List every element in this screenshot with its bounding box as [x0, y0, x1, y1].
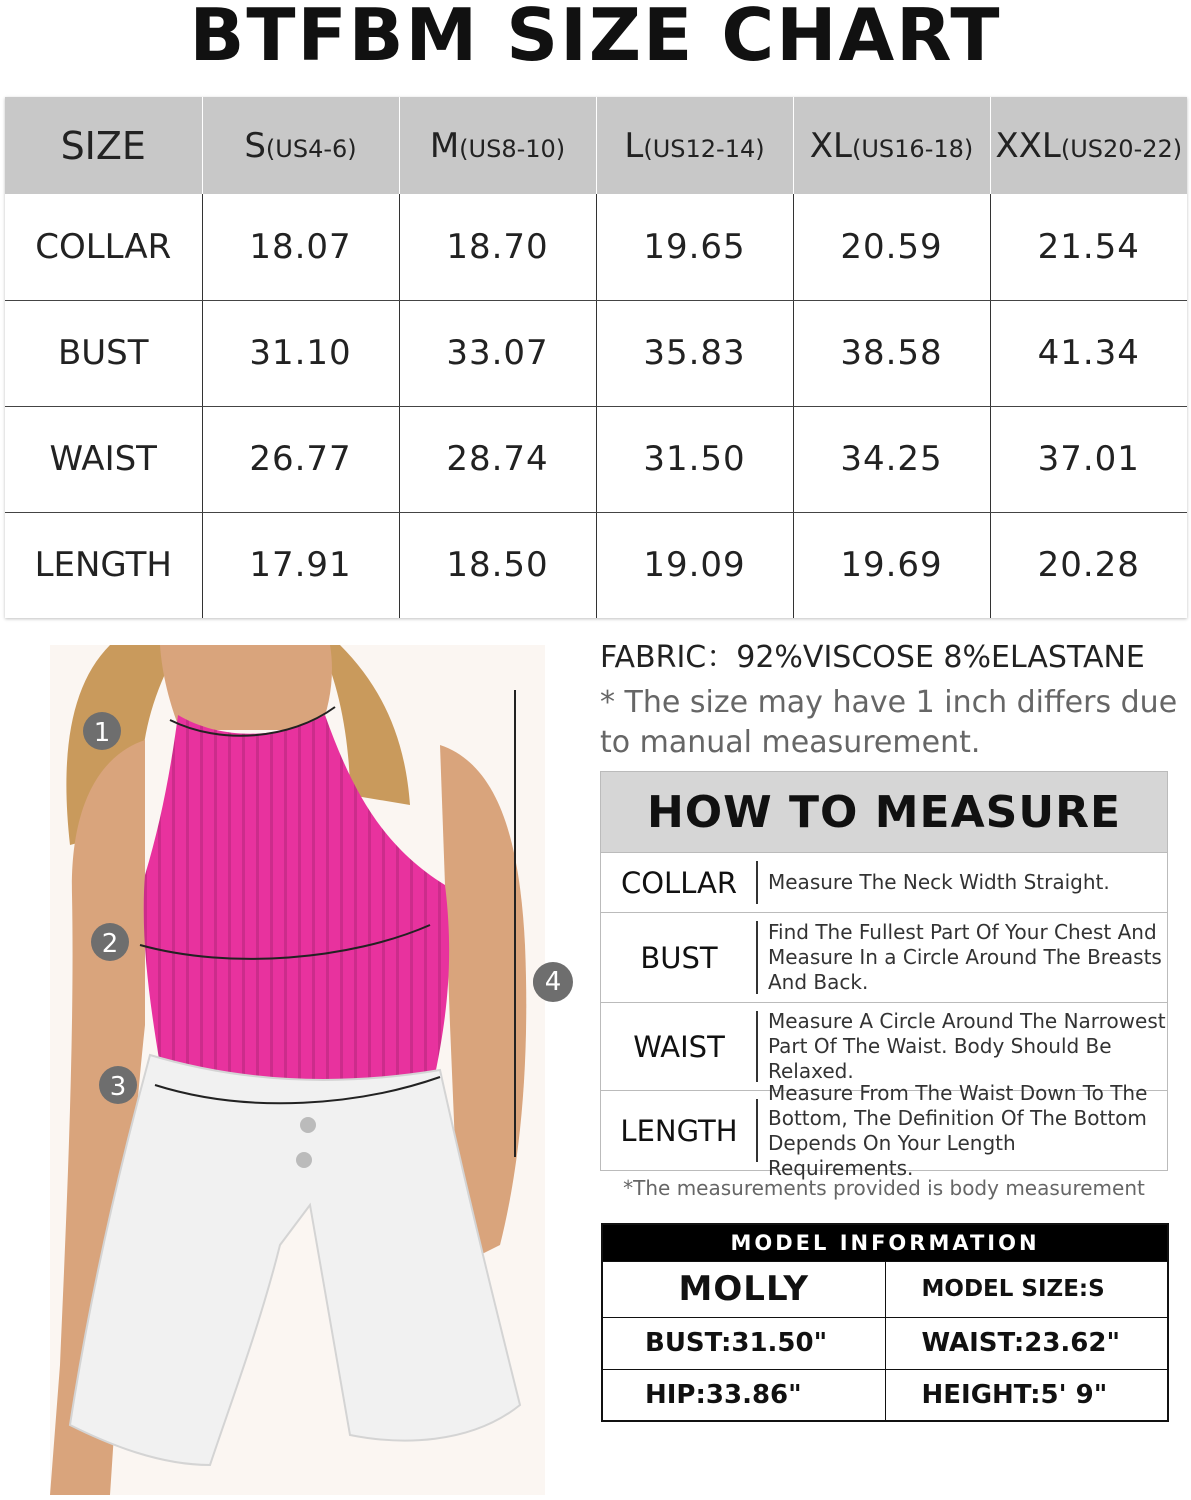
divider: [756, 1099, 758, 1162]
measure-label: LENGTH: [620, 1113, 738, 1148]
table-cell: 18.50: [399, 512, 596, 618]
button-icon: [296, 1152, 312, 1168]
size-note: * The size may have 1 inch differs due to manual measurement.: [600, 685, 1178, 760]
marker-2: [91, 923, 129, 961]
button-icon: [300, 1117, 316, 1133]
size-header-xl: XL(US16-18): [793, 97, 990, 194]
marker-3: [99, 1066, 137, 1104]
divider: [756, 861, 758, 904]
model-illustration: [50, 645, 545, 1495]
table-cell: 37.01: [990, 406, 1187, 512]
model-info-table: [601, 1223, 1169, 1422]
table-row: [5, 406, 1187, 512]
body-measurement-note: *The measurements provided is body measurement: [623, 1176, 1145, 1200]
model-hip: HIP:33.86": [602, 1369, 885, 1421]
row-label-length: LENGTH: [34, 545, 172, 586]
fabric-info: FABRIC：92%VISCOSE 8%ELASTANE: [600, 640, 1145, 675]
marker-1: [83, 712, 121, 750]
table-cell: 18.70: [399, 194, 596, 300]
row-label-bust: BUST: [5, 300, 202, 406]
model-info-title: MODEL INFORMATION: [602, 1224, 1168, 1261]
measure-row-collar: [601, 852, 1167, 912]
table-cell: 31.50: [596, 406, 793, 512]
divider: [756, 1011, 758, 1082]
model-photo: [50, 645, 545, 1495]
divider: [756, 921, 758, 994]
size-header-l: L(US12-14): [596, 97, 793, 194]
table-cell: 21.54: [990, 194, 1187, 300]
table-cell: 28.74: [399, 406, 596, 512]
model-bust: BUST:31.50": [602, 1317, 885, 1369]
table-cell: 19.09: [596, 512, 793, 618]
model-height: HEIGHT:5' 9": [885, 1369, 1168, 1421]
table-cell: 26.77: [202, 406, 399, 512]
size-header-xxl: XXL(US20-22): [990, 97, 1187, 194]
how-to-measure-table: [600, 771, 1168, 1180]
page-title: BTFBM SIZE CHART: [189, 0, 1002, 77]
svg-text:3: 3: [109, 1072, 127, 1102]
size-header-m: M(US8-10): [399, 97, 596, 194]
shorts: [70, 1055, 520, 1465]
table-cell: 19.65: [596, 194, 793, 300]
svg-text:2: 2: [101, 929, 119, 959]
table-cell: 35.83: [596, 300, 793, 406]
table-cell: 20.28: [990, 512, 1187, 618]
measure-desc: Find The Fullest Part Of Your Chest And Measure In a Circle Around The Breasts And Back.: [768, 920, 1162, 994]
size-header-row: [5, 97, 1187, 194]
table-cell: 34.25: [793, 406, 990, 512]
model-size: MODEL SIZE:S: [885, 1261, 1168, 1317]
table-cell: 20.59: [793, 194, 990, 300]
row-label-collar: COLLAR: [5, 194, 202, 300]
measure-label: WAIST: [633, 1029, 725, 1064]
model-name: MOLLY: [602, 1261, 885, 1317]
size-header-corner: SIZE: [5, 97, 202, 194]
measure-label: COLLAR: [620, 865, 738, 900]
table-cell: 41.34: [990, 300, 1187, 406]
skin-neck: [160, 645, 332, 730]
measure-row-length: [601, 1080, 1167, 1180]
measure-desc: Measure The Neck Width Straight.: [768, 870, 1110, 894]
measure-row-bust: [601, 912, 1167, 1002]
measure-desc: Measure From The Waist Down To The Bottom, The Definition Of The Bottom Depends On Your Length Requirements.: [768, 1080, 1148, 1180]
marker-4-badge: 4: [533, 962, 573, 1002]
table-cell: 19.69: [793, 512, 990, 618]
measure-row-waist: [601, 1002, 1167, 1090]
svg-text:1: 1: [93, 718, 111, 748]
measure-label: BUST: [640, 940, 718, 975]
row-label-waist: WAIST: [5, 406, 202, 512]
table-cell: 17.91: [202, 512, 399, 618]
table-row: [5, 512, 1187, 618]
measure-desc: Measure A Circle Around The Narrowest Part Of The Waist. Body Should Be Relaxed.: [768, 1009, 1166, 1083]
table-cell: 33.07: [399, 300, 596, 406]
table-cell: 18.07: [202, 194, 399, 300]
size-chart-table: [5, 97, 1187, 618]
model-waist: WAIST:23.62": [885, 1317, 1168, 1369]
how-to-measure-title: HOW TO MEASURE: [601, 772, 1167, 852]
size-header-s: S(US4-6): [202, 97, 399, 194]
table-row: [5, 300, 1187, 406]
table-row: [5, 194, 1187, 300]
table-cell: 31.10: [202, 300, 399, 406]
table-cell: 38.58: [793, 300, 990, 406]
